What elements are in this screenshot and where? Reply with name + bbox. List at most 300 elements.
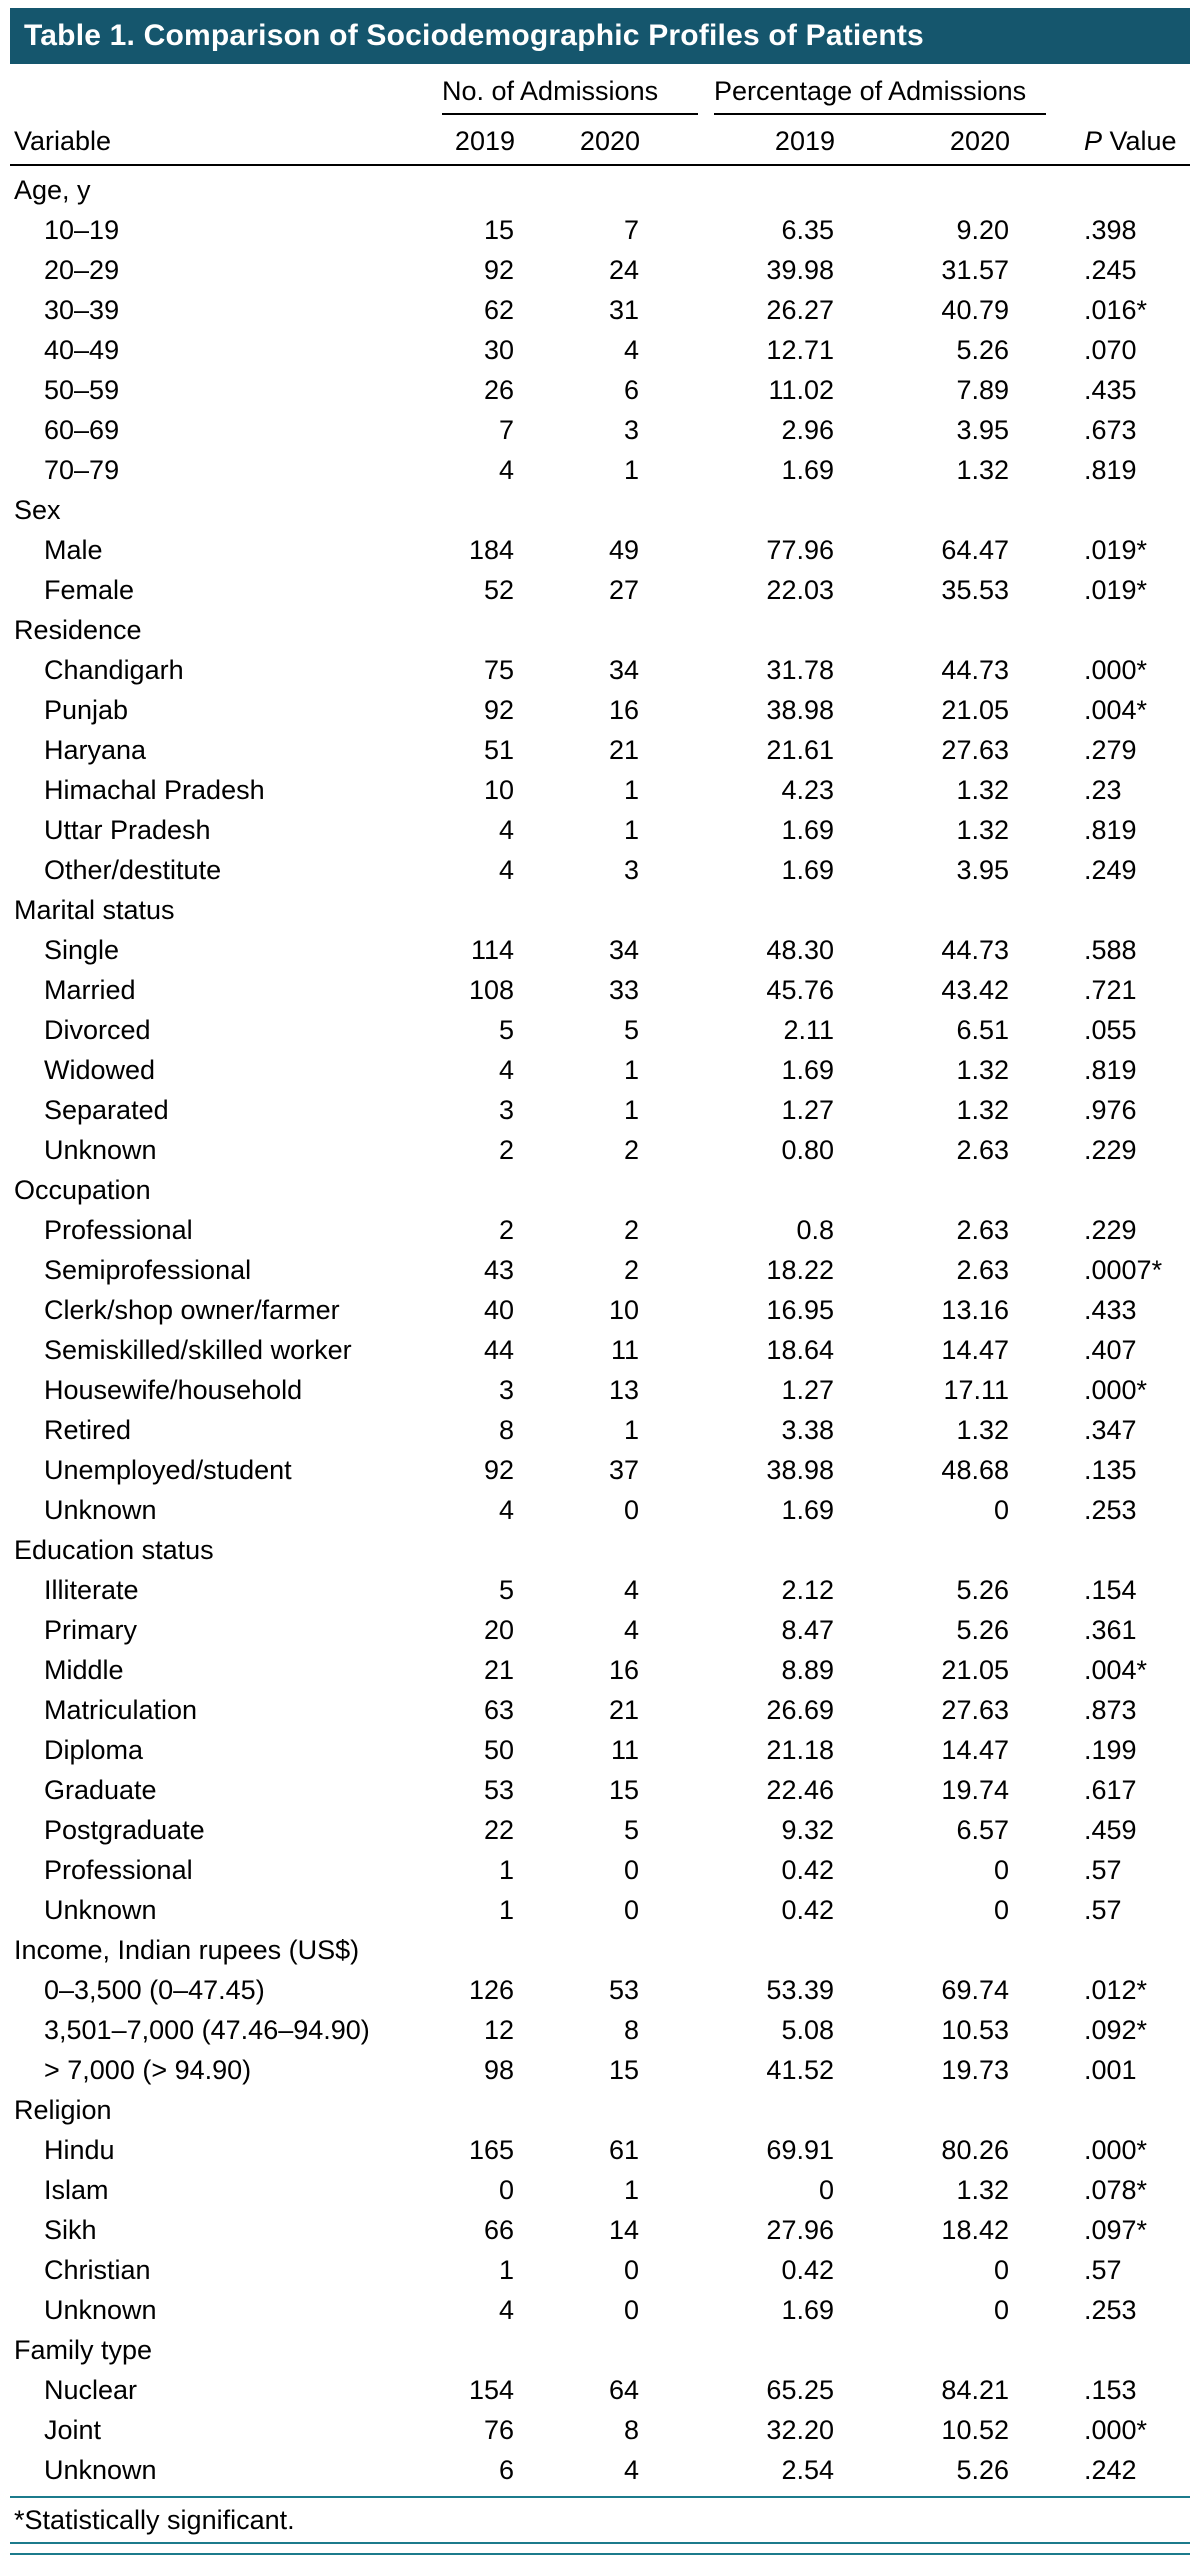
p-value: .242 — [1084, 2455, 1137, 2485]
pct-2019-value: 22.03 — [766, 575, 834, 605]
pct-2020-value: 0 — [993, 1495, 1009, 1525]
p-value: .819 — [1084, 1055, 1137, 1085]
table-row — [10, 2250, 1190, 2290]
table-row — [10, 410, 1190, 450]
no-2019-value: 92 — [483, 255, 514, 285]
section-label: Education status — [14, 1535, 214, 1565]
table-row — [10, 2450, 1190, 2490]
no-2019-value: 98 — [483, 2055, 514, 2085]
section-row — [10, 610, 1190, 650]
pct-2019-value: 53.39 — [766, 1975, 834, 2005]
section-row — [10, 165, 1190, 210]
no-2019-value: 8 — [498, 1415, 514, 1445]
p-value: .398 — [1084, 215, 1137, 245]
no-2020-value: 14 — [608, 2215, 639, 2245]
pct-2019-value: 1.27 — [781, 1375, 834, 1405]
pct-2020-value: 69.74 — [941, 1975, 1009, 2005]
column-group-no-of-admissions — [435, 64, 659, 116]
no-2020-value: 1 — [623, 1415, 639, 1445]
pct-2019-value: 69.91 — [766, 2135, 834, 2165]
no-2019-value: 1 — [498, 1855, 514, 1885]
p-value: .279 — [1084, 735, 1137, 765]
row-label: Professional — [44, 1215, 193, 1245]
pct-2019-value: 1.69 — [781, 1495, 834, 1525]
p-value: .078* — [1084, 2175, 1148, 2205]
table-row — [10, 1130, 1190, 1170]
table-row — [10, 2290, 1190, 2330]
pct-2020-value: 3.95 — [956, 415, 1009, 445]
pct-2020-value: 6.57 — [956, 1815, 1009, 1845]
no-2020-value: 11 — [610, 1735, 639, 1765]
row-label: Chandigarh — [44, 655, 184, 685]
pct-2020-value: 0 — [993, 2255, 1009, 2285]
row-label: 70–79 — [44, 455, 120, 485]
p-value: .154 — [1084, 1575, 1137, 1605]
no-2019-value: 154 — [468, 2375, 514, 2405]
row-label: Primary — [44, 1615, 137, 1645]
table-row — [10, 1410, 1190, 1450]
pct-2020-value: 1.32 — [956, 2175, 1009, 2205]
no-2019-value: 2 — [498, 1215, 514, 1245]
pct-2020-value: 21.05 — [941, 1655, 1009, 1685]
teal-rule-bottom — [10, 2553, 1190, 2555]
p-value: .253 — [1084, 1495, 1137, 1525]
no-2019-value: 26 — [483, 375, 514, 405]
table-row — [10, 850, 1190, 890]
table-row — [10, 250, 1190, 290]
column-header-no-2019: 2019 — [435, 116, 515, 165]
row-label: Female — [44, 575, 135, 605]
row-label: Islam — [44, 2175, 109, 2205]
p-value: .673 — [1084, 415, 1137, 445]
section-label: Religion — [14, 2095, 112, 2125]
no-2020-value: 1 — [623, 2175, 639, 2205]
pct-2019-value: 2.11 — [783, 1015, 834, 1045]
pct-2019-value: 8.89 — [781, 1655, 834, 1685]
no-2019-value: 76 — [483, 2415, 514, 2445]
pct-2020-value: 0 — [993, 1895, 1009, 1925]
section-row — [10, 2330, 1190, 2370]
row-label: Divorced — [44, 1015, 151, 1045]
spacer-cell — [10, 64, 435, 116]
table-row — [10, 570, 1190, 610]
table-row — [10, 690, 1190, 730]
column-header-no-2020: 2020 — [515, 116, 640, 165]
row-label: 3,501–7,000 (47.46–94.90) — [44, 2015, 370, 2045]
pct-2020-value: 84.21 — [941, 2375, 1009, 2405]
no-2020-value: 2 — [623, 1255, 639, 1285]
table-body — [10, 165, 1190, 2490]
pct-2019-value: 21.61 — [766, 735, 834, 765]
pct-2019-value: 9.32 — [781, 1815, 834, 1845]
no-2019-value: 52 — [483, 575, 514, 605]
pct-2020-value: 18.42 — [941, 2215, 1009, 2245]
section-row — [10, 1170, 1190, 1210]
no-2020-value: 37 — [608, 1455, 639, 1485]
teal-rule-below-footnote — [10, 2542, 1190, 2544]
no-2019-value: 2 — [498, 1135, 514, 1165]
p-value: .245 — [1084, 255, 1137, 285]
table-row — [10, 1050, 1190, 1090]
pct-2019-value: 77.96 — [766, 535, 834, 565]
row-label: Illiterate — [44, 1575, 139, 1605]
row-label: Punjab — [44, 695, 129, 725]
row-label: Unknown — [44, 2295, 157, 2325]
no-2020-value: 21 — [608, 735, 639, 765]
p-value: .407 — [1084, 1335, 1137, 1365]
table-row — [10, 1890, 1190, 1930]
no-2020-value: 6 — [623, 375, 639, 405]
column-header-pct-2020: 2020 — [835, 116, 1010, 165]
no-2019-value: 92 — [483, 695, 514, 725]
row-label: Semiskilled/skilled worker — [44, 1335, 352, 1365]
table-row — [10, 290, 1190, 330]
table-row — [10, 1850, 1190, 1890]
no-2020-value: 5 — [623, 1015, 639, 1045]
section-label: Income, Indian rupees (US$) — [14, 1935, 360, 1965]
no-2020-value: 33 — [608, 975, 639, 1005]
p-value: .001 — [1084, 2055, 1137, 2085]
table-row — [10, 330, 1190, 370]
row-label: Postgraduate — [44, 1815, 205, 1845]
no-2020-value: 16 — [608, 695, 639, 725]
p-value: .435 — [1084, 375, 1137, 405]
no-2020-value: 10 — [608, 1295, 639, 1325]
pct-2020-value: 14.47 — [941, 1335, 1009, 1365]
no-2019-value: 4 — [498, 2295, 514, 2325]
row-label: Widowed — [44, 1055, 156, 1085]
pct-2020-value: 5.26 — [956, 1575, 1009, 1605]
pct-2019-value: 1.69 — [781, 815, 834, 845]
no-2019-value: 4 — [498, 855, 514, 885]
p-value: .019* — [1084, 575, 1148, 605]
section-row — [10, 1930, 1190, 1970]
p-value: .004* — [1084, 695, 1148, 725]
no-2020-value: 8 — [623, 2015, 639, 2045]
p-value: .347 — [1084, 1415, 1137, 1445]
row-label: Retired — [44, 1415, 132, 1445]
no-2020-value: 8 — [623, 2415, 639, 2445]
row-label: Single — [44, 935, 120, 965]
row-label: Male — [44, 535, 103, 565]
p-value: .0007* — [1084, 1255, 1163, 1285]
column-group-percentage-of-admissions — [640, 64, 1027, 116]
column-header-variable: Variable — [10, 116, 435, 165]
pct-2019-value: 1.27 — [781, 1095, 834, 1125]
sociodemographic-table — [10, 64, 1190, 2490]
pct-2019-value: 26.69 — [766, 1695, 834, 1725]
table-title: Table 1. Comparison of Sociodemographic Profiles of Patients — [24, 19, 924, 52]
no-2019-value: 15 — [483, 215, 514, 245]
no-2020-value: 7 — [623, 215, 639, 245]
no-2020-value: 0 — [623, 2255, 639, 2285]
row-label: Graduate — [44, 1775, 157, 1805]
no-2019-value: 22 — [483, 1815, 514, 1845]
no-2019-value: 62 — [483, 295, 514, 325]
p-value: .229 — [1084, 1135, 1137, 1165]
pct-2019-value: 38.98 — [766, 695, 834, 725]
p-value: .229 — [1084, 1215, 1137, 1245]
no-2020-value: 0 — [623, 1855, 639, 1885]
pct-2019-value: 1.69 — [781, 855, 834, 885]
pct-2020-value: 2.63 — [956, 1135, 1009, 1165]
column-header-pct-2019: 2019 — [640, 116, 835, 165]
no-2020-value: 61 — [608, 2135, 639, 2165]
section-row — [10, 490, 1190, 530]
table-row — [10, 1690, 1190, 1730]
row-label: 10–19 — [44, 215, 120, 245]
no-2019-value: 1 — [498, 2255, 514, 2285]
no-2019-value: 63 — [483, 1695, 514, 1725]
pct-2020-value: 35.53 — [941, 575, 1009, 605]
p-value: .092* — [1084, 2015, 1148, 2045]
p-value: .135 — [1084, 1455, 1137, 1485]
pct-2020-value: 80.26 — [941, 2135, 1009, 2165]
row-label: Clerk/shop owner/farmer — [44, 1295, 340, 1325]
pct-2019-value: 1.69 — [781, 2295, 834, 2325]
no-2019-value: 10 — [483, 775, 514, 805]
no-2019-value: 43 — [483, 1255, 514, 1285]
row-label: Professional — [44, 1855, 193, 1885]
pct-2020-value: 1.32 — [956, 815, 1009, 845]
pct-2019-value: 0.80 — [781, 1135, 834, 1165]
no-2020-value: 21 — [608, 1695, 639, 1725]
pct-2020-value: 21.05 — [941, 695, 1009, 725]
no-2019-value: 6 — [498, 2455, 514, 2485]
row-label: Unknown — [44, 2455, 157, 2485]
pct-2020-value: 10.53 — [941, 2015, 1009, 2045]
no-2019-value: 126 — [468, 1975, 514, 2005]
table-row — [10, 1490, 1190, 1530]
table-row — [10, 1770, 1190, 1810]
no-2019-value: 53 — [483, 1775, 514, 1805]
no-2020-value: 34 — [608, 935, 639, 965]
p-value: .000* — [1084, 655, 1148, 685]
row-label: Nuclear — [44, 2375, 138, 2405]
no-2020-value: 31 — [608, 295, 639, 325]
no-2019-value: 4 — [498, 1495, 514, 1525]
no-2020-value: 0 — [623, 2295, 639, 2325]
no-2019-value: 184 — [468, 535, 514, 565]
no-2019-value: 30 — [483, 335, 514, 365]
table-row — [10, 1090, 1190, 1130]
p-value: .57 — [1084, 1895, 1122, 1925]
no-2020-value: 2 — [623, 1135, 639, 1165]
table-row — [10, 2370, 1190, 2410]
pct-2020-value: 14.47 — [941, 1735, 1009, 1765]
column-group-no-of-admissions-label: No. of Admissions — [442, 76, 698, 115]
pct-2020-value: 3.95 — [956, 855, 1009, 885]
p-value: .000* — [1084, 2415, 1148, 2445]
table-row — [10, 2050, 1190, 2090]
pct-2019-value: 1.69 — [781, 455, 834, 485]
pct-2019-value: 31.78 — [766, 655, 834, 685]
section-row — [10, 2090, 1190, 2130]
no-2020-value: 15 — [608, 2055, 639, 2085]
row-label: Unknown — [44, 1895, 157, 1925]
p-value: .016* — [1084, 295, 1148, 325]
no-2020-value: 1 — [623, 1055, 639, 1085]
pct-2019-value: 11.02 — [768, 375, 834, 405]
column-group-row — [10, 64, 1190, 116]
no-2019-value: 4 — [498, 1055, 514, 1085]
p-value: .019* — [1084, 535, 1148, 565]
pct-2019-value: 0.42 — [781, 1895, 834, 1925]
p-value: .153 — [1084, 2375, 1137, 2405]
pct-2020-value: 43.42 — [941, 975, 1009, 1005]
p-value: .57 — [1084, 2255, 1122, 2285]
no-2020-value: 4 — [623, 2455, 639, 2485]
section-label: Occupation — [14, 1175, 151, 1205]
no-2020-value: 0 — [623, 1895, 639, 1925]
pct-2020-value: 5.26 — [956, 1615, 1009, 1645]
table-row — [10, 1730, 1190, 1770]
pct-2020-value: 19.74 — [941, 1775, 1009, 1805]
no-2020-value: 27 — [608, 575, 639, 605]
pct-2019-value: 3.38 — [781, 1415, 834, 1445]
no-2019-value: 50 — [483, 1735, 514, 1765]
no-2020-value: 4 — [623, 335, 639, 365]
pct-2020-value: 19.73 — [941, 2055, 1009, 2085]
row-label: Married — [44, 975, 136, 1005]
row-label: 20–29 — [44, 255, 120, 285]
no-2019-value: 7 — [498, 415, 514, 445]
row-label: Unknown — [44, 1135, 157, 1165]
no-2020-value: 16 — [608, 1655, 639, 1685]
no-2020-value: 1 — [623, 775, 639, 805]
section-row — [10, 890, 1190, 930]
row-label: Separated — [44, 1095, 169, 1125]
no-2019-value: 0 — [498, 2175, 514, 2205]
no-2020-value: 1 — [623, 455, 639, 485]
pct-2019-value: 65.25 — [766, 2375, 834, 2405]
p-value: .23 — [1084, 775, 1122, 805]
table-row — [10, 1010, 1190, 1050]
row-label: 40–49 — [44, 335, 120, 365]
pct-2019-value: 0.42 — [781, 2255, 834, 2285]
row-label: Semiprofessional — [44, 1255, 252, 1285]
row-label: Unemployed/student — [44, 1455, 292, 1485]
row-label: Haryana — [44, 735, 147, 765]
pct-2020-value: 13.16 — [941, 1295, 1009, 1325]
table-row — [10, 530, 1190, 570]
pct-2019-value: 39.98 — [766, 255, 834, 285]
table-row — [10, 810, 1190, 850]
pct-2020-value: 1.32 — [956, 775, 1009, 805]
table-row — [10, 370, 1190, 410]
pct-2019-value: 4.23 — [781, 775, 834, 805]
column-header-row — [10, 116, 1190, 165]
table-row — [10, 210, 1190, 250]
pct-2019-value: 18.22 — [766, 1255, 834, 1285]
p-value: .004* — [1084, 1655, 1148, 1685]
row-label: Housewife/household — [44, 1375, 303, 1405]
no-2019-value: 44 — [483, 1335, 514, 1365]
pct-2020-value: 31.57 — [941, 255, 1009, 285]
no-2020-value: 11 — [610, 1335, 639, 1365]
row-label: Diploma — [44, 1735, 144, 1765]
table-row — [10, 650, 1190, 690]
pct-2019-value: 21.18 — [766, 1735, 834, 1765]
pct-2020-value: 7.89 — [956, 375, 1009, 405]
pct-2019-value: 38.98 — [766, 1455, 834, 1485]
p-value: .57 — [1084, 1855, 1122, 1885]
table-row — [10, 1210, 1190, 1250]
pct-2020-value: 44.73 — [941, 935, 1009, 965]
pct-2020-value: 40.79 — [941, 295, 1009, 325]
section-label: Marital status — [14, 895, 175, 925]
row-label: 60–69 — [44, 415, 120, 445]
table-row — [10, 970, 1190, 1010]
pct-2019-value: 22.46 — [766, 1775, 834, 1805]
pct-2019-value: 0 — [818, 2175, 834, 2205]
p-value: .253 — [1084, 2295, 1137, 2325]
pct-2020-value: 17.11 — [943, 1375, 1009, 1405]
pct-2019-value: 6.35 — [781, 215, 834, 245]
table-row — [10, 1970, 1190, 2010]
row-label: Middle — [44, 1655, 124, 1685]
row-label: Sikh — [44, 2215, 97, 2245]
no-2019-value: 165 — [468, 2135, 514, 2165]
no-2019-value: 5 — [498, 1575, 514, 1605]
no-2020-value: 1 — [623, 1095, 639, 1125]
no-2019-value: 5 — [498, 1015, 514, 1045]
p-value: .361 — [1084, 1615, 1137, 1645]
pct-2019-value: 2.54 — [781, 2455, 834, 2485]
pct-2020-value: 64.47 — [941, 535, 1009, 565]
table-row — [10, 1450, 1190, 1490]
pct-2019-value: 1.69 — [781, 1055, 834, 1085]
row-label: > 7,000 (> 94.90) — [44, 2055, 252, 2085]
table-title-bar — [10, 8, 1190, 64]
pct-2020-value: 0 — [993, 2295, 1009, 2325]
no-2019-value: 3 — [498, 1375, 514, 1405]
no-2020-value: 1 — [623, 815, 639, 845]
section-label: Family type — [14, 2335, 153, 2365]
no-2019-value: 51 — [483, 735, 514, 765]
p-value: .000* — [1084, 1375, 1148, 1405]
no-2019-value: 1 — [498, 1895, 514, 1925]
row-label: Hindu — [44, 2135, 115, 2165]
no-2019-value: 12 — [483, 2015, 514, 2045]
table-row — [10, 1650, 1190, 1690]
pct-2020-value: 27.63 — [941, 1695, 1009, 1725]
table-row — [10, 1330, 1190, 1370]
p-value: .433 — [1084, 1295, 1137, 1325]
table-row — [10, 1290, 1190, 1330]
no-2020-value: 3 — [623, 855, 639, 885]
column-header-p-value — [1010, 116, 1190, 165]
no-2020-value: 64 — [608, 2375, 639, 2405]
pct-2019-value: 18.64 — [766, 1335, 834, 1365]
pct-2019-value: 41.52 — [766, 2055, 834, 2085]
no-2019-value: 40 — [483, 1295, 514, 1325]
pct-2020-value: 6.51 — [956, 1015, 1009, 1045]
row-label: 0–3,500 (0–47.45) — [44, 1975, 265, 2005]
row-label: Unknown — [44, 1495, 157, 1525]
p-value: .097* — [1084, 2215, 1148, 2245]
pct-2020-value: 1.32 — [956, 1415, 1009, 1445]
p-value: .617 — [1084, 1775, 1137, 1805]
section-label: Sex — [14, 495, 61, 525]
no-2019-value: 108 — [468, 975, 514, 1005]
pct-2020-value: 44.73 — [941, 655, 1009, 685]
pct-2020-value: 1.32 — [956, 1055, 1009, 1085]
table-row — [10, 450, 1190, 490]
p-value: .819 — [1084, 455, 1137, 485]
pct-2020-value: 1.32 — [956, 455, 1009, 485]
no-2020-value: 49 — [608, 535, 639, 565]
